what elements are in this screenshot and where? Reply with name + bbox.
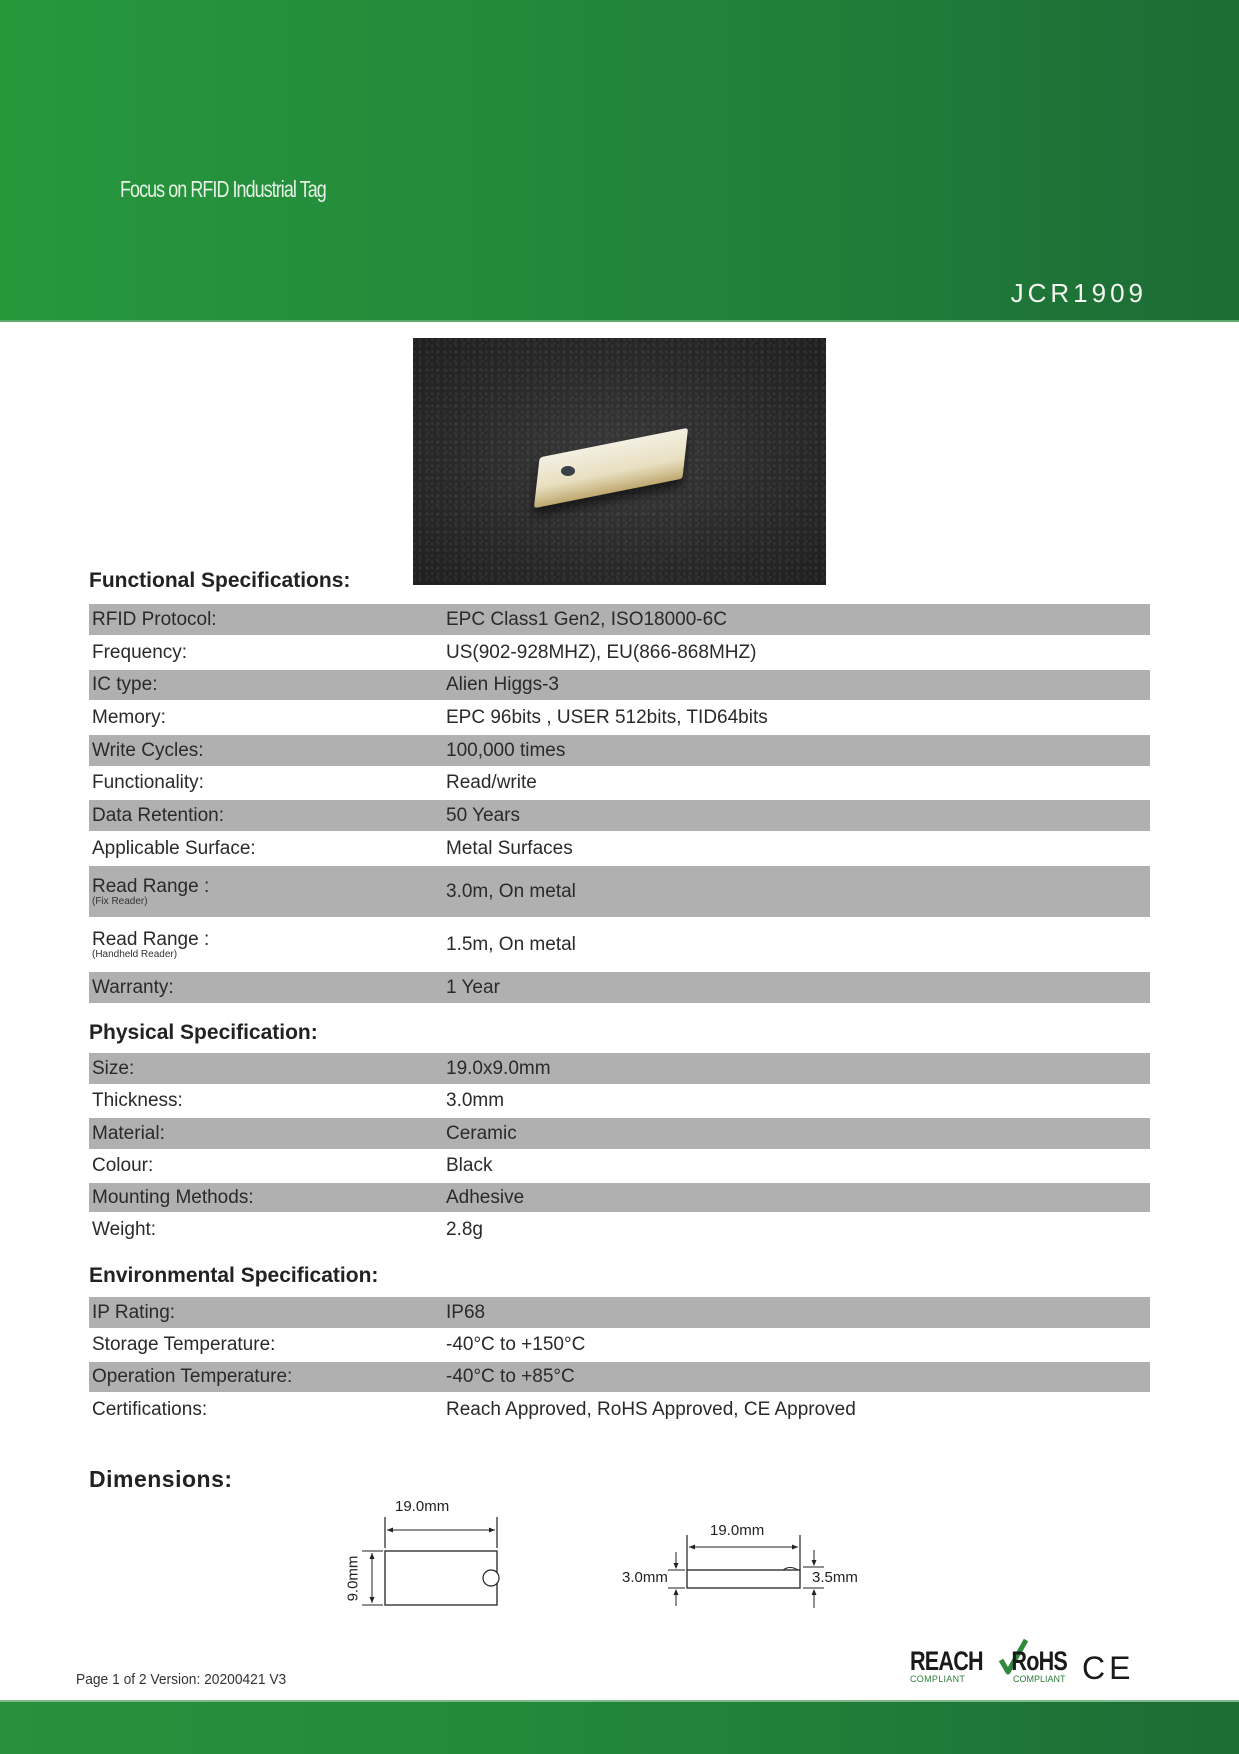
spec-label: IC type: [92,674,158,695]
spec-label: Memory: [92,706,166,728]
spec-label: Thickness: [92,1090,183,1111]
spec-value: 2.8g [446,1218,483,1240]
spec-row [89,768,1150,800]
environmental-specs-table [89,1297,1150,1427]
spec-row [89,1394,1150,1427]
footer-band [0,1700,1239,1754]
rohs-logo-sub: COMPLIANT [1013,1674,1066,1684]
spec-value: 1.5m, On metal [446,933,576,955]
spec-value: 50 Years [446,804,520,826]
rohs-logo-text: RoHS [1011,1646,1067,1676]
spec-row [89,800,1150,833]
spec-row [89,1086,1150,1118]
reach-logo-text: REACH [910,1646,983,1676]
spec-value: EPC Class1 Gen2, ISO18000-6C [446,608,727,630]
spec-label: Colour: [92,1155,154,1176]
spec-label-sub: (Fix Reader) [92,896,148,907]
spec-row [89,1183,1150,1214]
spec-label: Frequency: [92,641,188,663]
spec-value: 19.0x9.0mm [446,1057,551,1079]
spec-row [89,1118,1150,1151]
spec-row [89,919,1150,972]
top-height-label: 9.0mm [344,1555,362,1602]
spec-label: Functionality: [92,772,204,793]
spec-value: 3.0m, On metal [446,880,576,902]
spec-row [89,1214,1150,1247]
spec-row [89,1151,1150,1183]
environmental-specs-title: Environmental Specification: [89,1264,379,1287]
spec-label: IP Rating: [92,1301,176,1323]
tagline: Focus on RFID Industrial Tag [120,176,326,202]
spec-label: Warranty: [92,976,174,998]
spec-row [89,866,1150,919]
side-max-thickness-label: 3.5mm [812,1569,858,1586]
spec-value: Alien Higgs-3 [446,674,559,695]
dimensions-title: Dimensions: [89,1466,233,1492]
functional-specs-title: Functional Specifications: [89,569,351,592]
rfid-tag-image [534,428,688,508]
physical-specs-table [89,1053,1150,1247]
spec-value: 1 Year [446,976,500,998]
side-width-label: 19.0mm [710,1522,765,1539]
rohs-logo [1005,1648,1083,1684]
spec-row [89,702,1150,735]
spec-label [89,876,443,907]
spec-value: IP68 [446,1301,486,1323]
header-band [0,0,1239,322]
tag-mounting-hole [561,466,575,476]
spec-value: Black [446,1155,493,1176]
top-view-svg [340,1500,510,1610]
spec-row [89,1297,1150,1330]
page-info: Page 1 of 2 Version: 20200421 V3 [76,1671,287,1688]
spec-row [89,1330,1150,1362]
side-thickness-label: 3.0mm [622,1569,668,1586]
reach-logo-sub: COMPLIANT [910,1674,966,1684]
spec-value: Ceramic [446,1122,517,1144]
spec-row [89,972,1150,1005]
spec-row [89,1362,1150,1394]
spec-label: Storage Temperature: [92,1334,276,1355]
spec-label: Data Retention: [92,804,225,826]
reach-logo [910,1648,1001,1684]
spec-row [89,1053,1150,1086]
physical-specs-title: Physical Specification: [89,1021,318,1044]
spec-row [89,833,1150,866]
spec-value: 3.0mm [446,1090,505,1111]
top-width-label: 19.0mm [395,1498,450,1515]
spec-label-main: Read Range : [92,876,210,897]
spec-row [89,735,1150,768]
spec-value: Read/write [446,772,537,793]
spec-value: -40°C to +150°C [446,1334,586,1355]
spec-label: Mounting Methods: [92,1186,254,1208]
spec-value: -40°C to +85°C [446,1366,575,1387]
spec-label: Material: [92,1122,165,1144]
ce-mark-icon: CE [1082,1650,1135,1686]
spec-label: Write Cycles: [92,739,204,761]
spec-label: Operation Temperature: [92,1366,293,1387]
spec-value: Metal Surfaces [446,837,573,859]
spec-value: US(902-928MHZ), EU(866-868MHZ) [446,641,757,663]
spec-label: Size: [92,1057,135,1079]
model-number: JCR1909 [1010,278,1147,308]
spec-value: EPC 96bits , USER 512bits, TID64bits [446,706,768,728]
spec-label-sub: (Handheld Reader) [92,949,178,960]
spec-value: Reach Approved, RoHS Approved, CE Approved [446,1398,856,1420]
spec-row [89,637,1150,670]
top-view-drawing [340,1500,510,1610]
spec-label: RFID Protocol: [92,608,217,630]
spec-value: 100,000 times [446,739,566,761]
spec-label [89,929,443,960]
spec-value: Adhesive [446,1186,525,1208]
side-view-drawing [620,1520,880,1620]
spec-row [89,670,1150,702]
spec-label: Weight: [92,1218,157,1240]
functional-specs-table [89,604,1150,1005]
product-photo [413,338,826,585]
spec-label: Certifications: [92,1398,208,1420]
spec-label: Applicable Surface: [92,837,256,859]
spec-label-main: Read Range : [92,929,210,950]
spec-row [89,604,1150,637]
